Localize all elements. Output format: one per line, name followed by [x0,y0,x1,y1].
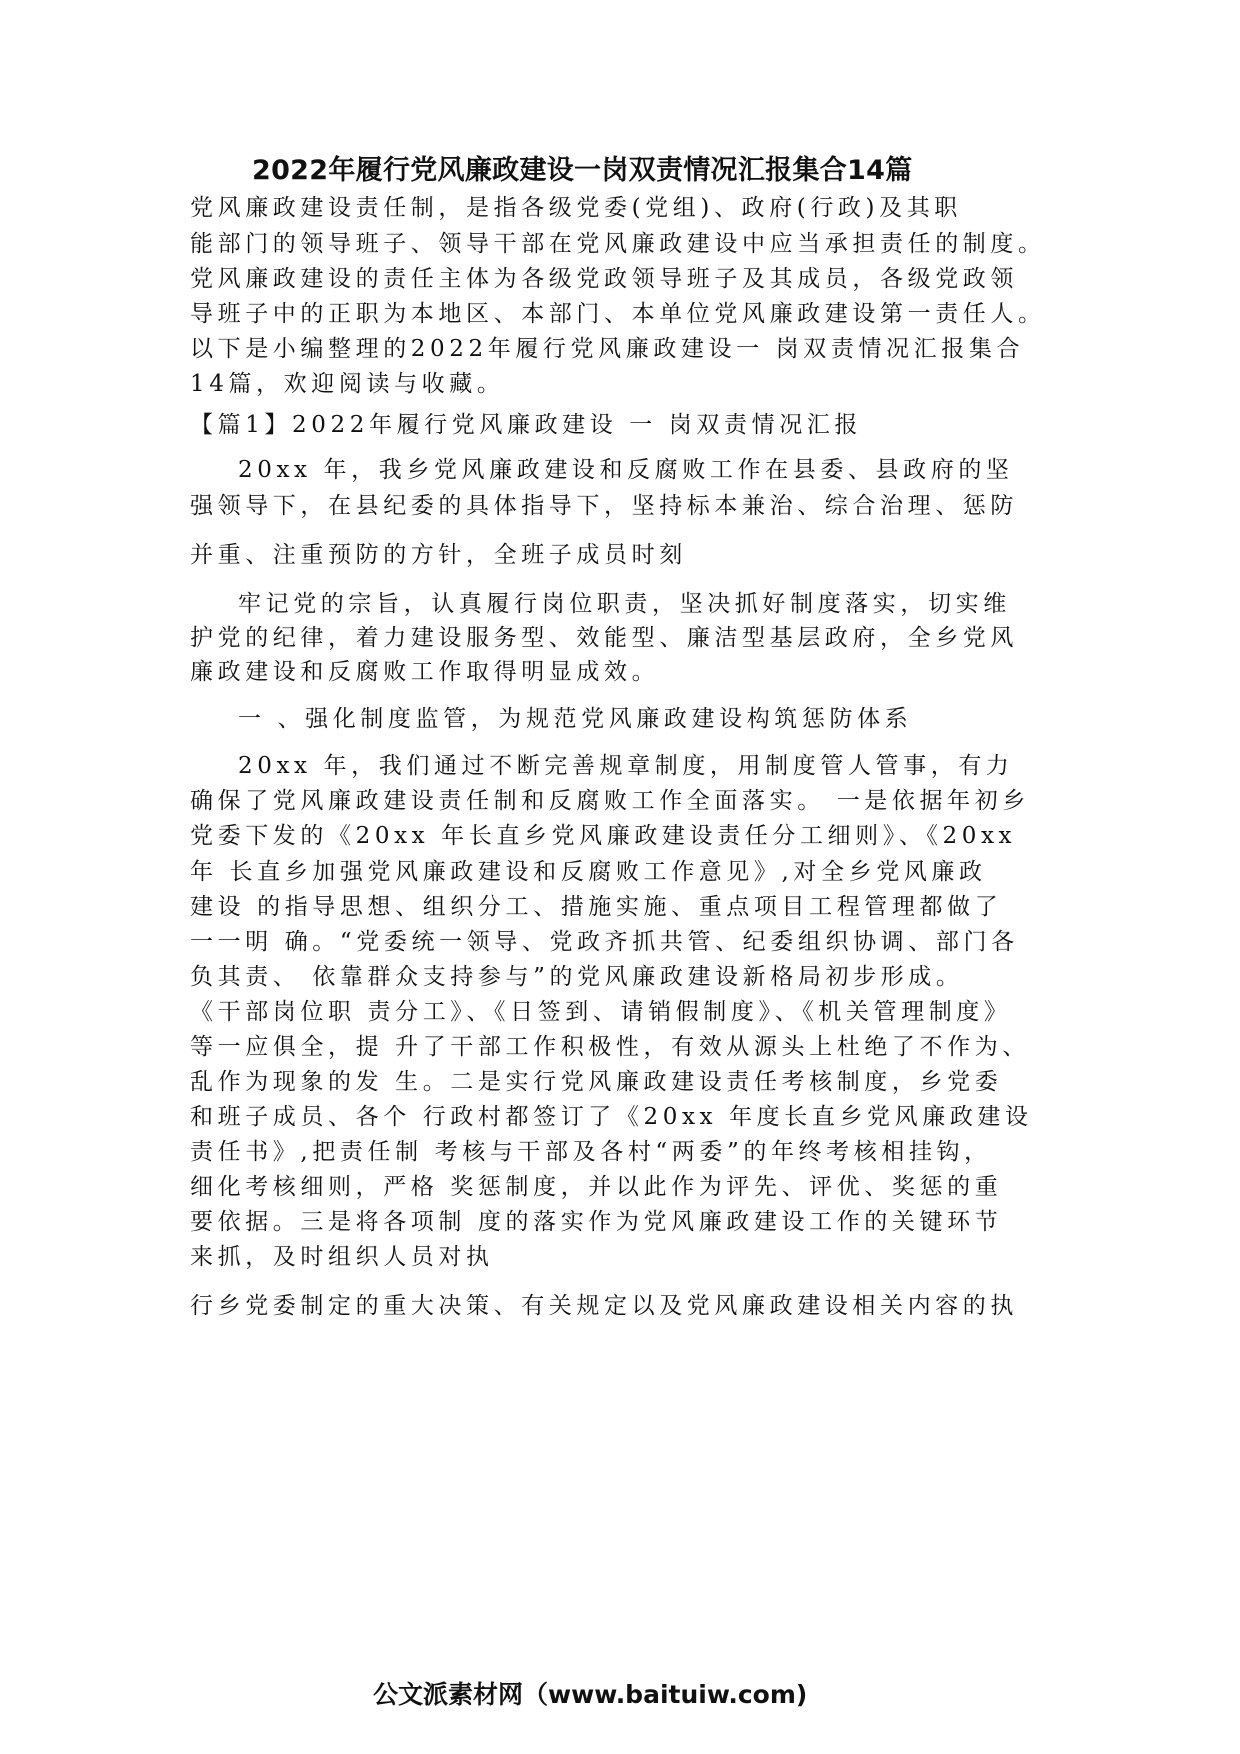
text-line: 党委下发的《20xx 年长直乡党风廉政建设责任分工细则》、《20xx [190,823,1017,849]
text-line: 和班子成员、各个 行政村都签订了《20xx 年度长直乡党风廉政建设 [190,1104,1033,1130]
text-line: 来抓，及时组织人员对执 [190,1244,494,1270]
text-line: 建设 的指导思想、组织分工、措施实施、重点项目工程管理都做了 [190,894,1003,920]
text-line: 导班子中的正职为本地区、本部门、本单位党风廉政建设第一责任人。 [190,301,1046,327]
text-line: 护党的纪律，着力建设服务型、效能型、廉洁型基层政府，全乡党风 [190,625,1018,651]
text-line: 年 长直乡加强党风廉政建设和反腐败工作意见》,对全乡党风廉政 [190,859,987,885]
text-line: 廉政建设和反腐败工作取得明显成效。 [190,659,660,685]
text-line: 《干部岗位职 责分工》、《日签到、请销假制度》、《机关管理制度》 [190,999,1012,1025]
text-line: 20xx 年，我们通过不断完善规章制度，用制度管人管事，有力 [238,753,1014,779]
text-line: 一一明 确。“党委统一领导、党政齐抓共管、纪委组织协调、部门各 [190,929,1019,955]
text-line: 能部门的领导班子、领导干部在党风廉政建设中应当承担责任的制度。 [190,231,1046,257]
text-line: 以下是小编整理的2022年履行党风廉政建设一 岗双责情况汇报集合 [190,336,1025,362]
text-line: 牢记党的宗旨，认真履行岗位职责，坚决抓好制度落实，切实维 [238,591,1011,617]
document-title: 2022年履行党风廉政建设一岗双责情况汇报集合14篇 [252,155,913,186]
text-line: 党风廉政建设的责任主体为各级党政领导班子及其成员，各级党政领 [190,266,1018,292]
text-line: 并重、注重预防的方针，全班子成员时刻 [190,542,687,568]
text-line: 乱作为现象的发 生。二是实行党风廉政建设责任考核制度，乡党委 [190,1069,1003,1095]
text-line: 要依据。三是将各项制 度的落实作为党风廉政建设工作的关键环节 [190,1209,1003,1235]
text-line: 强领导下，在县纪委的具体指导下，坚持标本兼治、综合治理、惩防 [190,493,1018,519]
text-line: 确保了党风廉政建设责任制和反腐败工作全面落实。 一是依据年初乡 [190,788,1030,814]
text-line: 负其责、 依靠群众支持参与”的党风廉政建设新格局初步形成。 [190,964,964,990]
text-line: 等一应俱全，提 升了干部工作积极性，有效从源头上杜绝了不作为、 [190,1034,1030,1060]
subheading: 一 、强化制度监管，为规范党风廉政建设构筑惩防体系 [238,706,913,732]
footer-watermark: 公文派素材网（www.baituiw.com) [373,1680,808,1709]
text-line: 行乡党委制定的重大决策、有关规定以及党风廉政建设相关内容的执 [190,1293,1018,1319]
text-line: 细化考核细则，严格 奖惩制度，并以此作为评先、评优、奖惩的重 [190,1174,1003,1200]
text-line: 14篇，欢迎阅读与收藏。 [190,371,505,397]
text-line: 责任书》,把责任制 考核与干部及各村“两委”的年终考核相挂钩， [190,1139,992,1165]
text-line: 党风廉政建设责任制，是指各级党委(党组)、政府(行政)及其职 [190,195,962,221]
section-heading: 【篇1】2022年履行党风廉政建设 一 岗双责情况汇报 [190,412,862,438]
text-line: 20xx 年，我乡党风廉政建设和反腐败工作在县委、县政府的坚 [238,457,1014,483]
